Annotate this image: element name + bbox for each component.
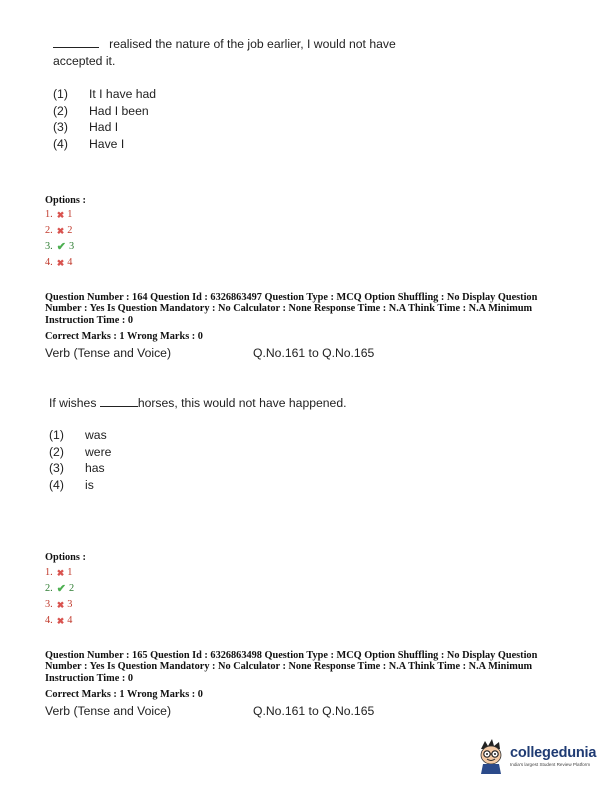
answer-option: 3. ✖ 3 bbox=[45, 597, 74, 613]
logo-tagline: India's largest Student Review Platform bbox=[510, 762, 591, 767]
cross-icon: ✖ bbox=[56, 600, 65, 610]
q164-range: Q.No.161 to Q.No.165 bbox=[253, 346, 375, 360]
q165-range: Q.No.161 to Q.No.165 bbox=[253, 704, 375, 718]
answer-option: 1. ✖ 1 bbox=[45, 565, 74, 581]
q164-stem: If wishes horses, this would not have happened. bbox=[49, 396, 347, 410]
answer-option: 1. ✖ 1 bbox=[45, 207, 74, 223]
q163-stem: realised the nature of the job earlier, I would not have bbox=[53, 36, 396, 53]
q163-answers bbox=[45, 207, 74, 271]
logo-wordmark: collegedunia bbox=[510, 745, 597, 761]
q165-marks: Correct Marks : 1 Wrong Marks : 0 bbox=[45, 689, 203, 700]
q163-choices bbox=[53, 86, 156, 152]
choice-row: (3) Had I bbox=[53, 120, 119, 134]
q164-meta: Question Number : 164 Question Id : 6326863497 Question Type : MCQ Option Shuffling : No Display Question Number : Yes Is Question Mandatory : No Calculator : None Response Time : N.A Think Time : N.A Minimum Instruction Time : 0 bbox=[45, 292, 538, 326]
answer-blank bbox=[53, 47, 99, 48]
answer-blank bbox=[100, 406, 138, 407]
cross-icon: ✖ bbox=[56, 616, 65, 626]
q164-marks: Correct Marks : 1 Wrong Marks : 0 bbox=[45, 331, 203, 342]
choice-row: (4) Have I bbox=[53, 136, 125, 151]
check-icon: ✔ bbox=[56, 241, 66, 253]
cross-icon: ✖ bbox=[56, 226, 65, 236]
check-icon: ✔ bbox=[56, 583, 66, 595]
answer-option: 4. ✖ 4 bbox=[45, 255, 74, 271]
answer-option: 2. ✖ 2 bbox=[45, 223, 74, 239]
options-label: Options : bbox=[45, 552, 86, 563]
cross-icon: ✖ bbox=[56, 568, 65, 578]
q163-stem-line2: accepted it. bbox=[53, 54, 116, 68]
answer-option-correct: 3. ✔ 3 bbox=[45, 241, 75, 253]
q164-topic: Verb (Tense and Voice) bbox=[45, 346, 172, 360]
cross-icon: ✖ bbox=[56, 210, 65, 220]
collegedunia-logo bbox=[476, 738, 596, 774]
q164-choices bbox=[49, 427, 111, 493]
q165-topic: Verb (Tense and Voice) bbox=[45, 704, 172, 718]
choice-row: (4) is bbox=[49, 477, 94, 492]
choice-row: (1) was bbox=[49, 428, 107, 442]
choice-row: (2) Had I been bbox=[53, 103, 149, 118]
options-label: Options : bbox=[45, 195, 86, 206]
choice-row: (3) has bbox=[49, 461, 105, 475]
answer-option-correct: 2. ✔ 2 bbox=[45, 583, 75, 595]
choice-row: (2) were bbox=[49, 444, 112, 459]
cross-icon: ✖ bbox=[56, 258, 65, 268]
mascot-icon bbox=[476, 738, 506, 774]
choice-row: (1) It I have had bbox=[53, 87, 157, 101]
q164-answers bbox=[45, 565, 74, 629]
answer-option: 4. ✖ 4 bbox=[45, 613, 74, 629]
q165-meta: Question Number : 165 Question Id : 6326863498 Question Type : MCQ Option Shuffling : No Display Question Number : Yes Is Question Mandatory : No Calculator : None Response Time : N.A Think Time : N.A Minimum Instruction Time : 0 bbox=[45, 650, 538, 684]
